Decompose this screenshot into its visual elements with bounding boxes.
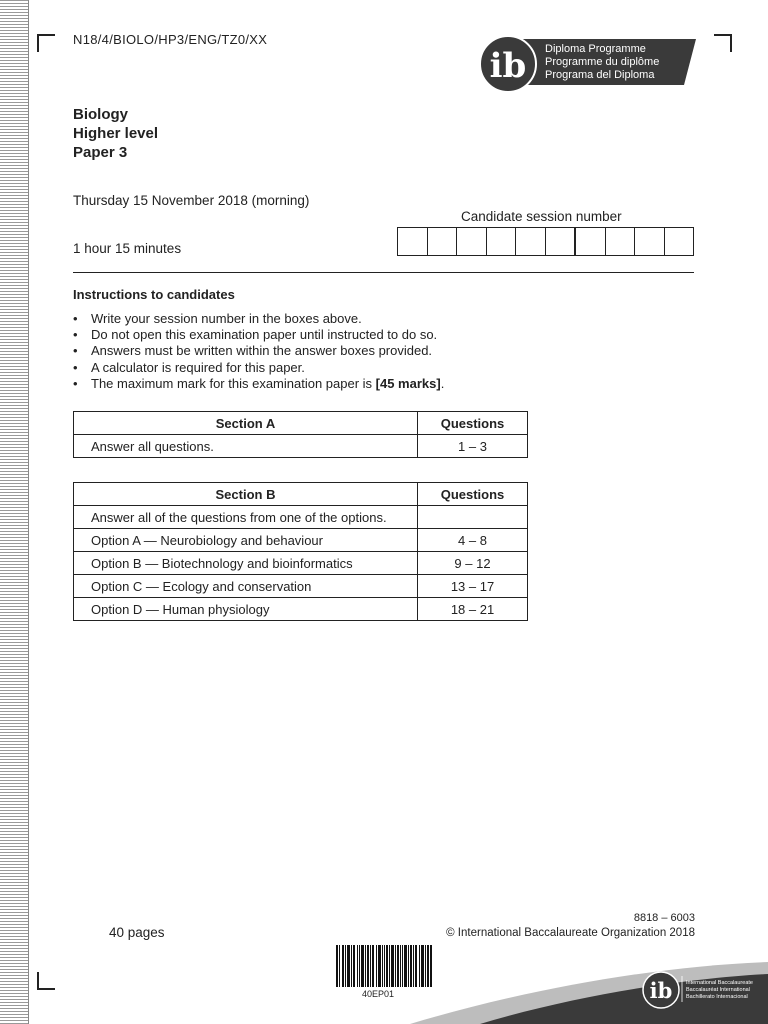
question-range: 1 – 3: [418, 435, 528, 458]
session-digit-box[interactable]: [605, 228, 635, 255]
barcode-text: 40EP01: [362, 989, 395, 999]
section-a-table: [73, 411, 528, 458]
questions-header: Questions: [418, 483, 528, 506]
instructions-title: Instructions to candidates: [73, 287, 235, 302]
session-digit-box[interactable]: [456, 228, 486, 255]
question-range: 9 – 12: [418, 552, 528, 575]
session-digit-box[interactable]: [545, 228, 575, 255]
ib-footer-glyph: ib: [649, 978, 673, 1003]
candidate-session-label: Candidate session number: [461, 209, 622, 224]
candidate-session-boxes: [397, 227, 694, 256]
ib-logo-glyph: ib: [489, 46, 527, 86]
max-mark-suffix: .: [440, 375, 445, 391]
logo-line-2: Programme du diplôme: [545, 56, 660, 68]
ib-footer-logo: [410, 958, 768, 1024]
divider: [73, 272, 694, 273]
subject-block: [73, 105, 158, 162]
table-row: [74, 435, 528, 458]
copyright: © International Baccalaureate Organization 2018: [446, 927, 695, 939]
section-b-table: [73, 482, 528, 621]
footer-logo-line-3: Bachillerato Internacional: [686, 994, 748, 1000]
list-item: • Do not open this examination paper until instructed to do so.: [73, 327, 444, 343]
option-label: Option D — Human physiology: [74, 598, 418, 621]
table-row: [74, 529, 528, 552]
footer-logo-line-1: International Baccalaureate: [686, 980, 753, 986]
session-digit-box[interactable]: [634, 228, 664, 255]
question-range: 4 – 8: [418, 529, 528, 552]
option-label: Option B — Biotechnology and bioinformatics: [74, 552, 418, 575]
question-range: 13 – 17: [418, 575, 528, 598]
list-item: [73, 376, 444, 392]
paper-code: N18/4/BIOLO/HP3/ENG/TZ0/XX: [73, 32, 268, 47]
session-digit-box[interactable]: [427, 228, 457, 255]
subject-level: Higher level: [73, 125, 159, 142]
session-digit-box[interactable]: [515, 228, 545, 255]
table-header-row: [74, 483, 528, 506]
session-digit-box[interactable]: [574, 228, 605, 255]
session-digit-box[interactable]: [398, 228, 427, 255]
paper-reference: 8818 – 6003: [633, 912, 695, 924]
section-label: Answer all of the questions from one of the options.: [74, 506, 418, 529]
page-count: 40 pages: [109, 925, 165, 940]
max-mark-value: [45 marks]: [375, 375, 441, 391]
perforation-strip: [0, 0, 29, 1024]
logo-line-1: Diploma Programme: [545, 43, 646, 55]
questions-header: Questions: [418, 412, 528, 435]
instructions-list: [73, 311, 444, 392]
list-item: • A calculator is required for this paper.: [73, 360, 444, 376]
crop-mark-top-left: [37, 34, 55, 52]
option-label: Option A — Neurobiology and behaviour: [74, 529, 418, 552]
exam-duration: 1 hour 15 minutes: [73, 241, 182, 256]
max-mark-text: The maximum mark for this examination paper is: [91, 375, 376, 391]
exam-date: Thursday 15 November 2018 (morning): [73, 193, 310, 208]
table-header-row: [74, 412, 528, 435]
section-a-header: Section A: [74, 412, 418, 435]
table-row: [74, 575, 528, 598]
crop-mark-bottom-left: [37, 972, 55, 990]
question-range: 18 – 21: [418, 598, 528, 621]
table-row: [74, 506, 528, 529]
section-b-header: Section B: [74, 483, 418, 506]
option-label: Option C — Ecology and conservation: [74, 575, 418, 598]
subject-paper: Paper 3: [73, 144, 128, 161]
list-item: • Write your session number in the boxes above.: [73, 311, 444, 327]
question-range: [418, 506, 528, 529]
subject-title: Biology: [73, 106, 128, 123]
session-digit-box[interactable]: [664, 228, 694, 255]
table-row: [74, 598, 528, 621]
crop-mark-top-right: [714, 34, 732, 52]
list-item: • Answers must be written within the answer boxes provided.: [73, 343, 444, 359]
footer-logo-line-2: Baccalauréat International: [686, 987, 750, 993]
table-row: [74, 552, 528, 575]
section-label: Answer all questions.: [74, 435, 418, 458]
ib-diploma-logo: [478, 35, 696, 95]
session-digit-box[interactable]: [486, 228, 516, 255]
logo-line-3: Programa del Diploma: [545, 69, 655, 81]
